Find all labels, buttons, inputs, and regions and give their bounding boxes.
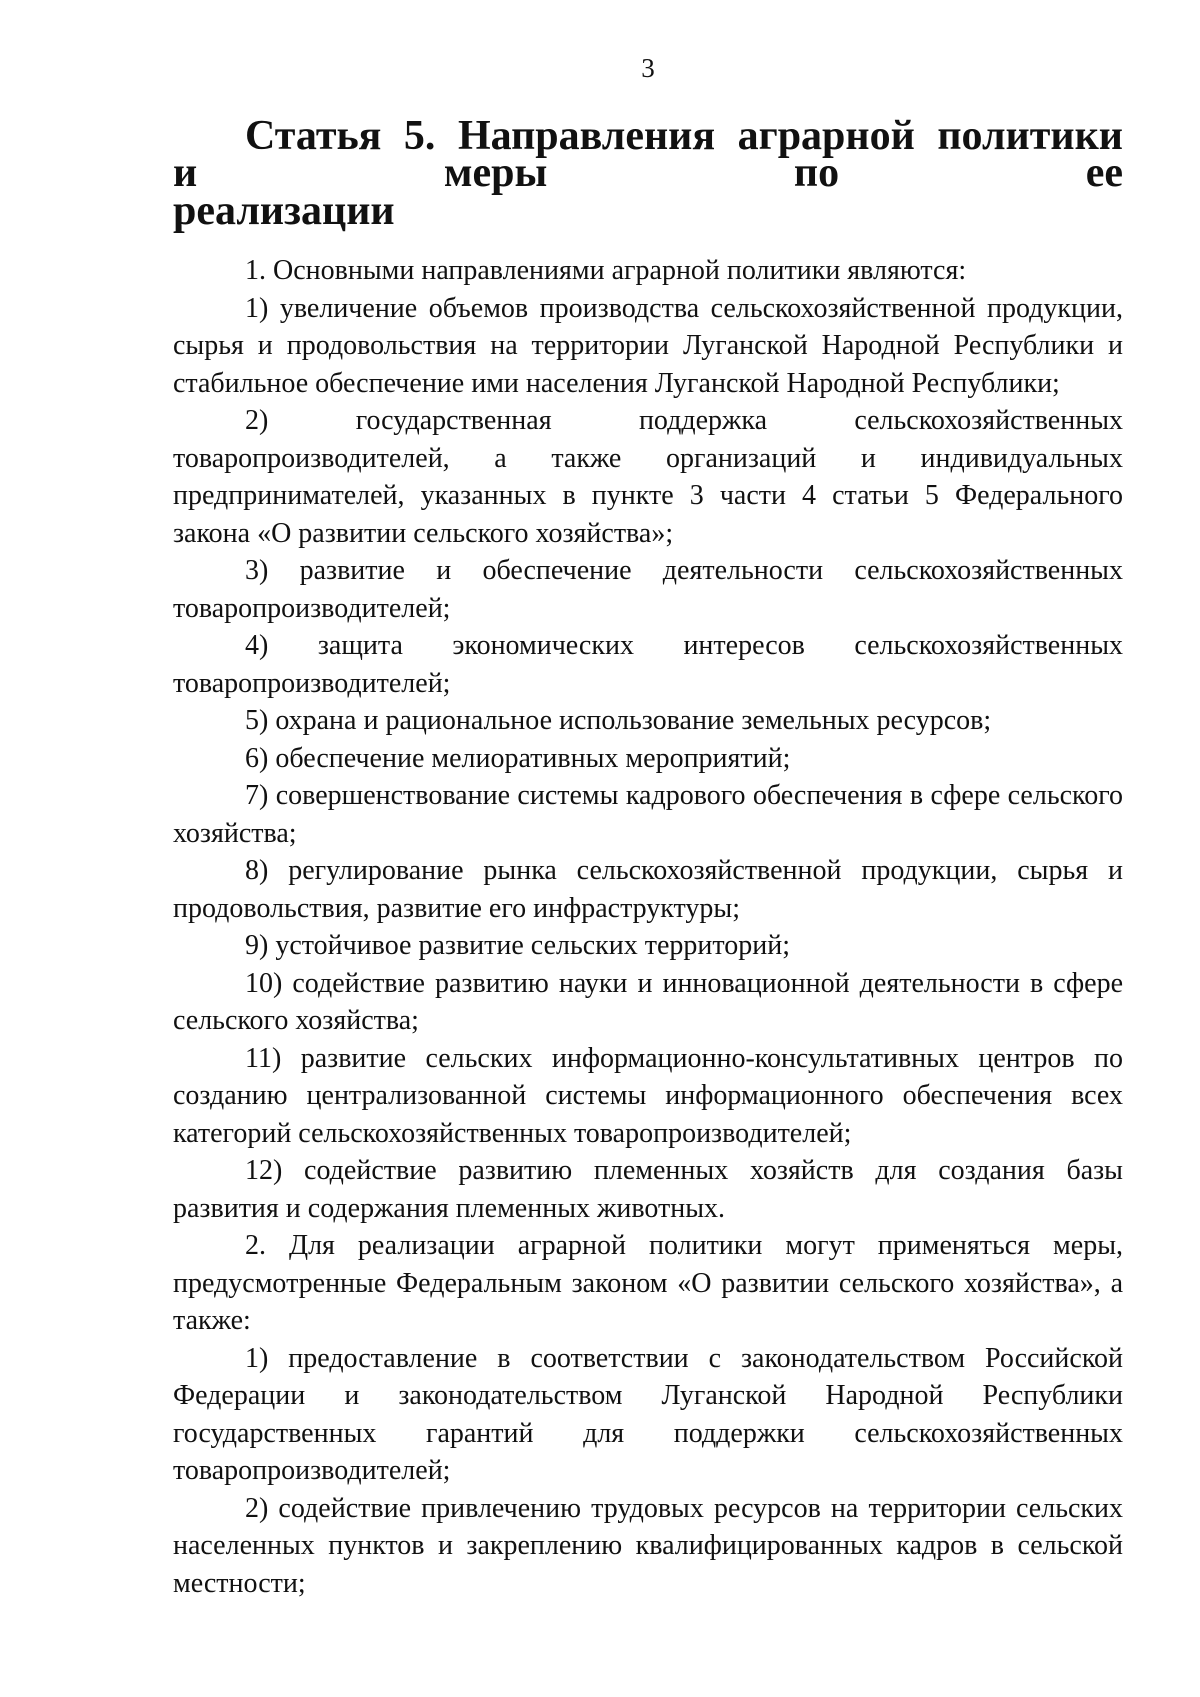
paragraph-part-1-intro: 1. Основными направлениями аграрной политики являются:: [245, 255, 967, 286]
article-title: [173, 112, 1123, 234]
paragraph-item-12: 12) содействие развитию племенных хозяйств для создания базы развития и содержания племенных животных.: [173, 1155, 1123, 1224]
paragraph-item-2: 2) государственная поддержка сельскохозяйственных товаропроизводителей, а также организаций и индивидуальных предпринимателей, указанных в пункте 3 части 4 статьи 5 Федерального закона «О развитии сельского хозяйства»;: [173, 405, 1123, 549]
article-title-line-2: реализации: [173, 187, 395, 234]
paragraph-item-11: 11) развитие сельских информационно-консультативных центров по созданию централизованной системы информационного обеспечения всех категорий сельскохозяйственных товаропроизводителей;: [173, 1042, 1123, 1149]
document-page: [173, 50, 1123, 1602]
paragraph-item-4: 4) защита экономических интересов сельскохозяйственных товаропроизводителей;: [173, 630, 1123, 699]
paragraph-part-2-item-1: 1) предоставление в соответствии с законодательством Российской Федерации и законодательством Луганской Народной Республики государственных гарантий для поддержки сельскохозяйственных товаропроизводителей;: [173, 1342, 1123, 1486]
paragraph-item-5: 5) охрана и рациональное использование земельных ресурсов;: [245, 705, 992, 736]
paragraph-item-10: 10) содействие развитию науки и инновационной деятельности в сфере сельского хозяйства;: [173, 967, 1123, 1036]
page-number: 3: [641, 53, 655, 83]
paragraph-item-8: 8) регулирование рынка сельскохозяйственной продукции, сырья и продовольствия, развитие его инфраструктуры;: [173, 855, 1123, 924]
paragraph-item-3: 3) развитие и обеспечение деятельности сельскохозяйственных товаропроизводителей;: [173, 555, 1123, 624]
paragraph-item-9: 9) устойчивое развитие сельских территорий;: [245, 930, 791, 961]
paragraph-item-1: 1) увеличение объемов производства сельскохозяйственной продукции, сырья и продовольствия на территории Луганской Народной Республики и стабильное обеспечение ими населения Луганской Народной Республики;: [173, 292, 1123, 399]
paragraph-part-2-intro: 2. Для реализации аграрной политики могут применяться меры, предусмотренные Федеральным законом «О развитии сельского хозяйства», а также:: [173, 1230, 1123, 1336]
paragraph-item-6: 6) обеспечение мелиоративных мероприятий;: [245, 742, 791, 774]
article-title-line-1: Статья 5. Направления аграрной политики и меры по ее: [173, 112, 1123, 196]
paragraph-part-2-item-2: 2) содействие привлечению трудовых ресурсов на территории сельских населенных пунктов и закреплению квалифицированных кадров в сельской местности;: [173, 1492, 1123, 1599]
paragraph-item-7: 7) совершенствование системы кадрового обеспечения в сфере сельского хозяйства;: [173, 780, 1123, 849]
